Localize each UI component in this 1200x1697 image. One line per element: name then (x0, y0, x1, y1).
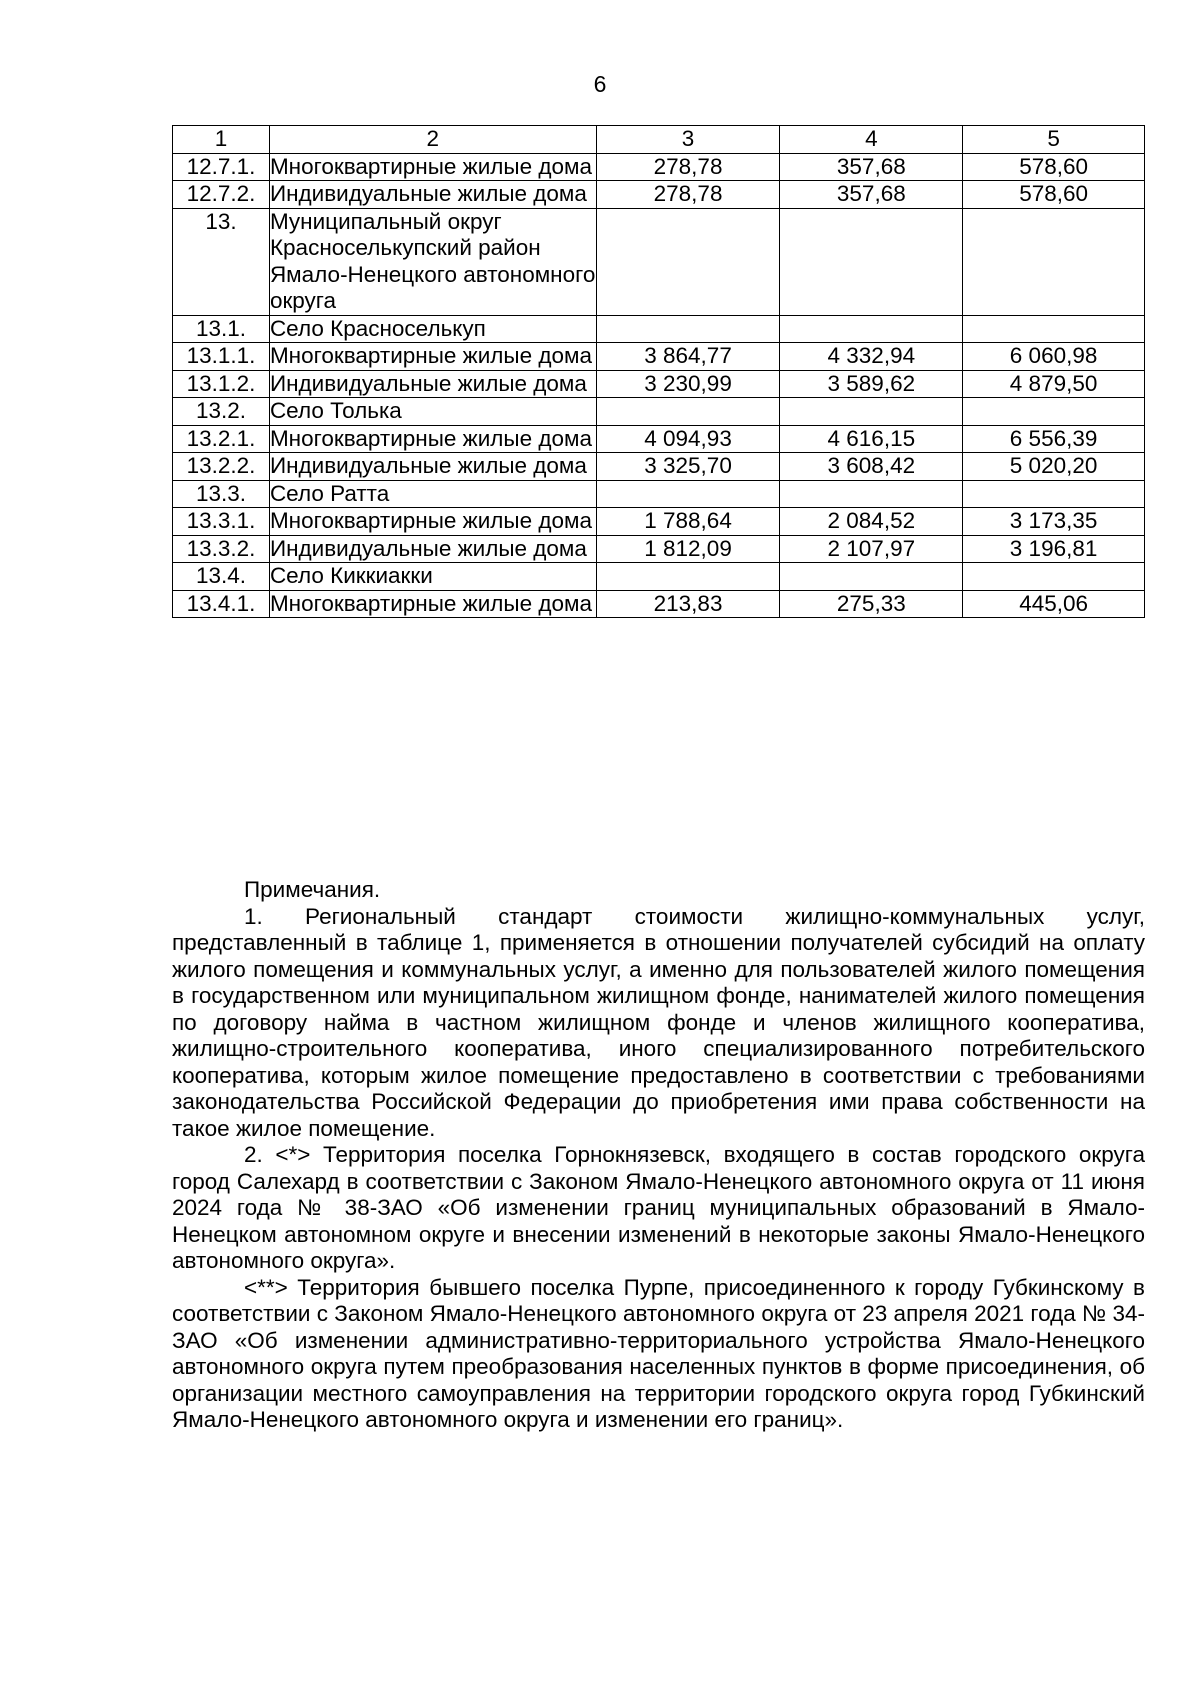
table-row (173, 535, 1145, 563)
row-number: 13.2. (173, 398, 270, 426)
value-col-5: 445,06 (963, 590, 1145, 618)
table-row (173, 398, 1145, 426)
value-col-5: 578,60 (963, 153, 1145, 181)
value-col-3: 3 325,70 (596, 453, 780, 481)
column-header: 4 (780, 126, 963, 154)
value-col-5 (963, 398, 1145, 426)
row-number: 13.1.1. (173, 343, 270, 371)
tariff-table (172, 125, 1145, 618)
column-header: 5 (963, 126, 1145, 154)
value-col-5: 3 173,35 (963, 508, 1145, 536)
row-name: Муниципальный округ Красноселькупский район Ямало-Ненецкого автономного округа (269, 208, 596, 313)
value-col-5 (963, 480, 1145, 508)
row-name: Село Толька (269, 398, 596, 426)
value-col-4 (780, 480, 963, 508)
row-number: 13.1. (173, 315, 270, 343)
row-name: Индивидуальные жилые дома (269, 453, 596, 481)
row-number: 13.4. (173, 563, 270, 591)
value-col-3: 3 864,77 (596, 343, 780, 371)
value-col-4: 2 107,97 (780, 535, 963, 563)
column-header: 1 (173, 126, 270, 154)
note-paragraph: 2. <*> Территория поселка Горнокнязевск, входящего в состав городского округа город Салехард в соответствии с Законом Ямало-Ненецкого автономного округа от 11 июня 2024 года № 38-ЗАО «Об изменении границ муниципальных образований в Ямало-Ненецком автономном округе и внесении изменений в некоторые законы Ямало-Ненецкого автономного округа». (172, 1142, 1145, 1273)
row-name: Село Киккиакки (269, 563, 596, 591)
value-col-3: 1 812,09 (596, 535, 780, 563)
value-col-3 (596, 480, 780, 508)
value-col-4: 4 332,94 (780, 343, 963, 371)
table-row (173, 370, 1145, 398)
table-row (173, 425, 1145, 453)
row-number: 13. (173, 208, 270, 315)
value-col-5: 6 060,98 (963, 343, 1145, 371)
table-row (173, 480, 1145, 508)
row-number: 13.3.2. (173, 535, 270, 563)
table-header-row (173, 126, 1145, 154)
row-name: Многоквартирные жилые дома (269, 590, 596, 618)
value-col-4: 2 084,52 (780, 508, 963, 536)
row-name: Село Красноселькуп (269, 315, 596, 343)
notes-section (172, 877, 1145, 1434)
value-col-3: 278,78 (596, 181, 780, 209)
row-name: Индивидуальные жилые дома (269, 181, 596, 209)
value-col-5: 6 556,39 (963, 425, 1145, 453)
value-col-3: 3 230,99 (596, 370, 780, 398)
value-col-3 (596, 563, 780, 591)
value-col-3: 213,83 (596, 590, 780, 618)
note-paragraph: <**> Территория бывшего поселка Пурпе, присоединенного к городу Губкинскому в соответствии с Законом Ямало-Ненецкого автономного округа от 23 апреля 2021 года № 34-ЗАО «Об изменении административно-территориального устройства Ямало-Ненецкого автономного округа путем преобразования населенных пунктов в форме присоединения, об организации местного самоуправления на территории городского округа город Губкинский Ямало-Ненецкого автономного округа и изменении его границ». (172, 1274, 1145, 1432)
value-col-4 (780, 398, 963, 426)
value-col-5: 4 879,50 (963, 370, 1145, 398)
value-col-4 (780, 208, 963, 315)
row-name: Индивидуальные жилые дома (269, 370, 596, 398)
value-col-4: 3 608,42 (780, 453, 963, 481)
row-name: Многоквартирные жилые дома (269, 343, 596, 371)
value-col-3: 4 094,93 (596, 425, 780, 453)
value-col-5: 578,60 (963, 181, 1145, 209)
row-number: 13.2.2. (173, 453, 270, 481)
table-row (173, 181, 1145, 209)
table-row (173, 153, 1145, 181)
row-name: Индивидуальные жилые дома (269, 535, 596, 563)
row-name: Многоквартирные жилые дома (269, 425, 596, 453)
value-col-4: 4 616,15 (780, 425, 963, 453)
row-number: 12.7.1. (173, 153, 270, 181)
table-row (173, 563, 1145, 591)
value-col-4: 275,33 (780, 590, 963, 618)
column-header: 3 (596, 126, 780, 154)
row-number: 13.1.2. (173, 370, 270, 398)
row-number: 12.7.2. (173, 181, 270, 209)
row-number: 13.3.1. (173, 508, 270, 536)
value-col-4: 357,68 (780, 153, 963, 181)
value-col-3 (596, 315, 780, 343)
value-col-3: 278,78 (596, 153, 780, 181)
table-row (173, 590, 1145, 618)
column-header: 2 (269, 126, 596, 154)
value-col-3 (596, 208, 780, 315)
value-col-5: 5 020,20 (963, 453, 1145, 481)
note-paragraph: 1. Региональный стандарт стоимости жилищно-коммунальных услуг, представленный в таблице 1, применяется в отношении получателей субсидий на оплату жилого помещения и коммунальных услуг, а именно для пользователей жилого помещения в государственном или муниципальном жилищном фонде, нанимателей жилого помещения по договору найма в частном жилищном фонде и членов жилищного кооператива, жилищно-строительного кооператива, иного специализированного потребительского кооператива, которым жилое помещение предоставлено в соответствии с требованиями законодательства Российской Федерации до приобретения ими права собственности на такое жилое помещение. (172, 903, 1145, 1141)
row-name: Многоквартирные жилые дома (269, 153, 596, 181)
row-number: 13.3. (173, 480, 270, 508)
value-col-4: 357,68 (780, 181, 963, 209)
row-number: 13.4.1. (173, 590, 270, 618)
table-row (173, 453, 1145, 481)
table-row (173, 315, 1145, 343)
row-number: 13.2.1. (173, 425, 270, 453)
value-col-5: 3 196,81 (963, 535, 1145, 563)
notes-title: Примечания. (244, 877, 381, 902)
value-col-4 (780, 315, 963, 343)
value-col-5 (963, 563, 1145, 591)
value-col-4: 3 589,62 (780, 370, 963, 398)
value-col-5 (963, 315, 1145, 343)
value-col-3: 1 788,64 (596, 508, 780, 536)
row-name: Село Ратта (269, 480, 596, 508)
value-col-3 (596, 398, 780, 426)
table-row (173, 208, 1145, 315)
table-row (173, 343, 1145, 371)
value-col-4 (780, 563, 963, 591)
page-number: 6 (593, 71, 607, 97)
row-name: Многоквартирные жилые дома (269, 508, 596, 536)
value-col-5 (963, 208, 1145, 315)
table-row (173, 508, 1145, 536)
